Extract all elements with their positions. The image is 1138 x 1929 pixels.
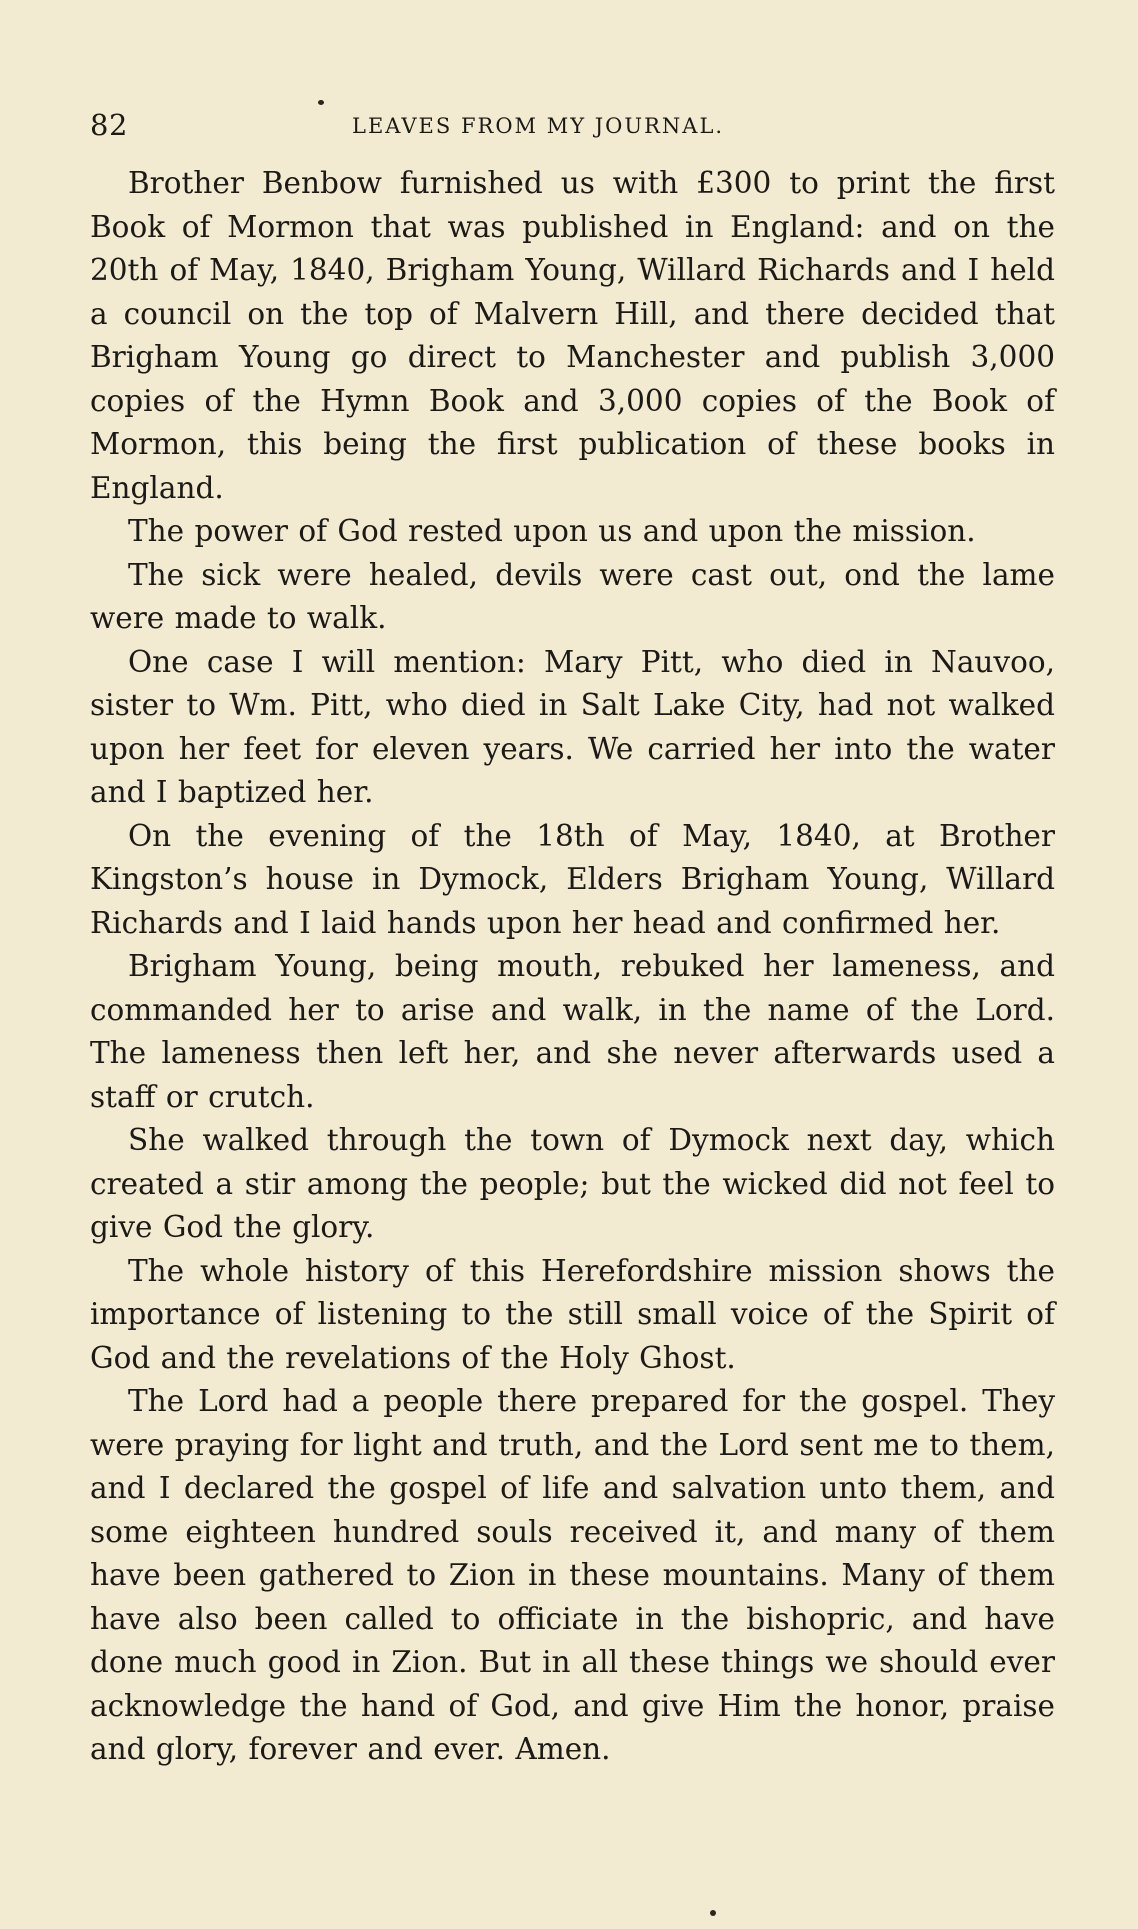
page-body — [90, 162, 1055, 1772]
paragraph: One case I will mention: Mary Pitt, who died in Nauvoo, sister to Wm. Pitt, who died in Salt Lake City, had not walked upon her feet for eleven years. We carried her into the water and I baptized her. — [90, 644, 1055, 809]
paragraph: The whole history of this Herefordshire mission shows the importance of listening to the still small voice of the Spirit of God and the revelations of the Holy Ghost. — [90, 1253, 1055, 1375]
paragraph: The power of God rested upon us and upon the mission. — [128, 514, 976, 548]
page-header — [90, 108, 1055, 148]
paragraph: Brigham Young, being mouth, rebuked her lameness, and commanded her to arise and walk, in the name of the Lord. The lameness then left her, and she never afterwards used a staff or crutch. — [90, 949, 1055, 1114]
paragraph: She walked through the town of Dymock next day, which created a stir among the people; but the wicked did not feel to give God the glory. — [90, 1123, 1055, 1244]
running-head: LEAVES FROM MY JOURNAL. — [352, 114, 725, 138]
paragraph: On the evening of the 18th of May, 1840, at Brother Kingston’s house in Dymock, Elders Brigham Young, Willard Richards and I laid hands upon her head and confirmed her. — [90, 818, 1055, 940]
ink-speck — [710, 1910, 716, 1916]
paragraph: Brother Benbow furnished us with £300 to print the first Book of Mormon that was published in England: and on the 20th of May, 1840, Brigham Young, Willard Richards and I held a council on the top of Malvern Hill, and there decided that Brigham Young go direct to Manchester and publish 3,000 copies of the Hymn Book and 3,000 copies of the Book of Mormon, this being the first publication of these books in England. — [90, 166, 1055, 505]
paragraph: The Lord had a people there prepared for the gospel. They were praying for light and truth, and the Lord sent me to them, and I declared the gospel of life and salvation unto them, and some eighteen hundred souls received it, and many of them have been gathered to Zion in these mountains. Many of them have also been called to officiate in the bishopric, and have done much good in Zion. But in all these things we should ever acknowledge the hand of God, and give Him the honor, praise and glory, forever and ever. Amen. — [90, 1384, 1055, 1766]
page-number: 82 — [90, 108, 128, 142]
ink-speck — [318, 100, 324, 105]
paragraph: The sick were healed, devils were cast out, ond the lame were made to walk. — [90, 557, 1055, 635]
